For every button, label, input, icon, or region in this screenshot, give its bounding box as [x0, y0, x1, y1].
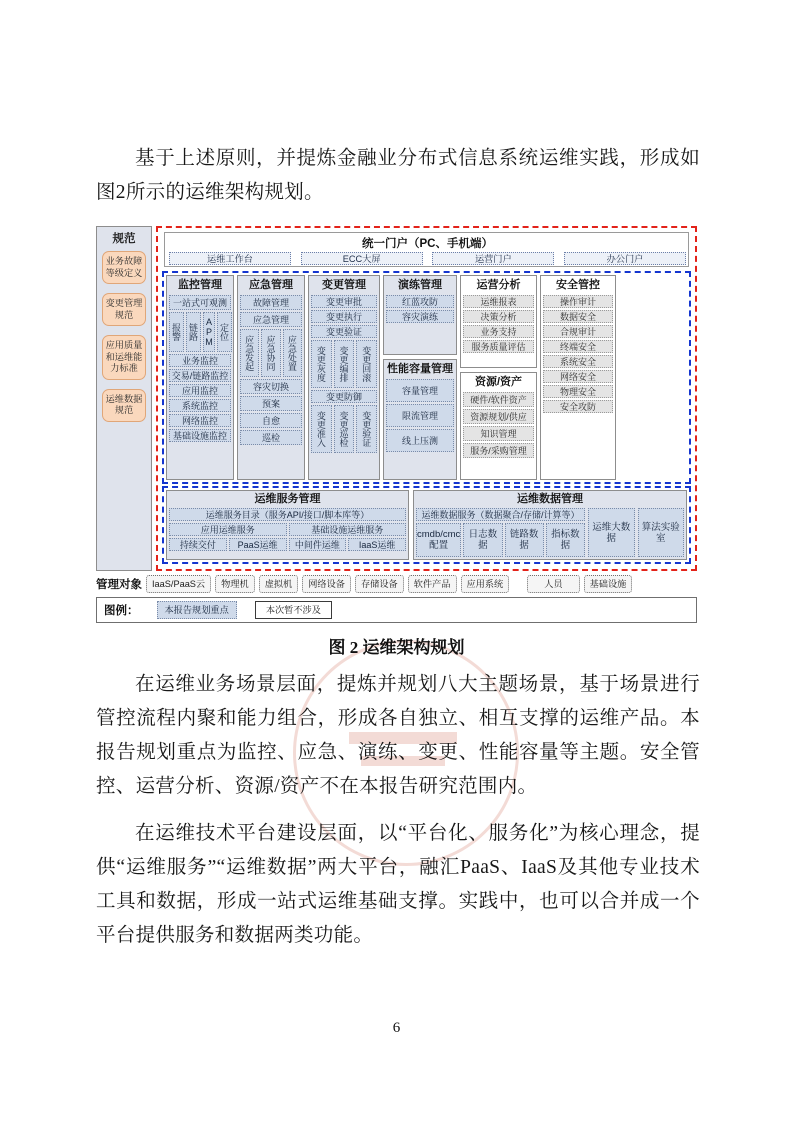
cap-iaas-ops: IaaS运维	[348, 538, 406, 551]
cap-data-security: 数据安全	[543, 310, 613, 323]
cap-plan: 预案	[240, 396, 302, 411]
scenario-column-analysis	[460, 275, 537, 368]
manage-object-label: 管理对象	[96, 578, 142, 591]
cap-service-procurement-management: 服务/采购管理	[463, 443, 534, 458]
cap-change-verification: 变更验证	[311, 325, 377, 338]
cap-continuous-delivery: 持续交付	[169, 538, 227, 551]
cap-transaction-link-monitoring: 交易/链路监控	[169, 369, 231, 382]
paragraph-scenario-layer: 在运维业务场景层面，提炼并规划八大主题场景，基于场景进行管控流程内聚和能力组合，形成各自独立、相互支撑的运维产品。本报告规划重点为监控、应急、演练、变更、性能容量等主题。安全管控、运营分析、资源/资产不在本报告研究范围内。	[96, 674, 700, 797]
cap-change-admission: 变更准入	[311, 405, 332, 453]
platform-data-left	[416, 508, 585, 557]
cap-service-catalog: 运维服务目录（服务API/接口/脚本库等）	[169, 508, 406, 521]
cap-change-orchestration: 变更编排	[334, 340, 355, 388]
platform-title-data: 运维数据管理	[517, 493, 583, 505]
legend-in-scope: 本报告规划重点	[157, 601, 237, 619]
platform-tools-row	[169, 538, 406, 551]
paragraph-platform-layer: 在运维技术平台建设层面，以“平台化、服务化”为核心理念，提供“运维服务”“运维数据”两大平台，融汇PaaS、IaaS及其他专业技术工具和数据，形成一站式运维基础支撑。实践中，也可以合并成一个平台提供服务和数据两类功能。	[96, 823, 700, 946]
platform-title-service: 运维服务管理	[254, 493, 321, 505]
cap-ops-report: 运维报表	[463, 295, 534, 308]
cap-network-security: 网络安全	[543, 370, 613, 383]
cap-physical-security: 物理安全	[543, 385, 613, 398]
cap-red-blue-attack-defense: 红蓝攻防	[386, 295, 454, 308]
platform-column-data	[413, 490, 687, 560]
cap-change-approval: 变更审批	[311, 295, 377, 308]
cap-business-monitoring: 业务监控	[169, 354, 231, 367]
architecture-figure	[96, 226, 697, 617]
cap-application-ops-service: 应用运维服务	[169, 523, 287, 536]
scenario-stack-analysis-assets	[460, 275, 537, 480]
spec-item-data-norm: 运维数据规范	[102, 389, 146, 422]
scenario-columns	[166, 275, 687, 480]
cap-network-monitoring: 网络监控	[169, 414, 231, 427]
scenario-column-capacity	[383, 359, 457, 480]
legend-out-of-scope: 本次暂不涉及	[255, 601, 332, 619]
cap-hardware-software-assets: 硬件/软件资产	[463, 392, 534, 407]
cap-operation-audit: 操作审计	[543, 295, 613, 308]
portal-item-workbench: 运维工作台	[169, 252, 291, 265]
legend-label: 图例：	[104, 605, 139, 617]
cap-infrastructure-ops-service: 基础设施运维服务	[289, 523, 407, 536]
spec-item-fault-level: 业务故障等级定义	[102, 251, 146, 284]
cap-emergency-handle: 应急处置	[283, 329, 302, 377]
cap-emergency-collaborate: 应急协同	[261, 329, 280, 377]
portal-item-ecc-screen: ECC大屏	[301, 252, 423, 265]
cap-ops-big-data: 运维大数据	[588, 508, 635, 557]
manage-object-virtual-machine: 虚拟机	[259, 575, 299, 593]
change-vertical-group-2	[311, 405, 377, 453]
portal-band	[164, 232, 689, 267]
scenario-column-drill	[383, 275, 457, 355]
scenario-title-monitoring: 监控管理	[178, 279, 222, 291]
cap-fault-management: 故障管理	[240, 295, 302, 310]
cap-change-inspection: 变更巡检	[334, 405, 355, 453]
scenario-column-assets	[460, 372, 537, 480]
cap-decision-analysis: 决策分析	[463, 310, 534, 323]
cap-change-defense: 变更防御	[311, 390, 377, 403]
cap-cmdb-config: cmdb/cmc配置	[416, 523, 461, 557]
legend-row	[96, 597, 697, 623]
spec-item-change-norm: 变更管理规范	[102, 293, 146, 326]
cap-emergency-management: 应急管理	[240, 312, 302, 327]
emergency-vertical-group	[240, 329, 302, 377]
cap-algorithm-lab: 算法实验室	[638, 508, 685, 557]
cap-online-stress-test: 线上压测	[386, 429, 454, 452]
cap-log-data: 日志数据	[463, 523, 502, 557]
cap-trace-data: 链路数据	[505, 523, 544, 557]
spec-item-quality-standard: 应用质量和运维能力标准	[102, 335, 146, 380]
cap-system-monitoring: 系统监控	[169, 399, 231, 412]
manage-object-software-product: 软件产品	[408, 575, 457, 593]
cap-knowledge-management: 知识管理	[463, 426, 534, 441]
cap-compliance-audit: 合规审计	[543, 325, 613, 338]
manage-object-personnel: 人员	[527, 575, 579, 593]
monitoring-vertical-group	[169, 312, 231, 352]
scenario-column-security	[540, 275, 616, 480]
portal-item-office-portal: 办公门户	[564, 252, 686, 265]
platform-data-items-row	[416, 523, 585, 557]
cap-capacity-management: 容量管理	[386, 379, 454, 402]
cap-change-execution: 变更执行	[311, 310, 377, 323]
cap-middleware-ops: 中间件运维	[289, 538, 347, 551]
spec-column-title: 规范	[112, 233, 136, 245]
paragraph-intro: 基于上述原则，并提炼金融业分布式信息系统运维实践，形成如图2所示的运维架构规划。	[96, 148, 700, 203]
scenario-title-analysis: 运营分析	[476, 279, 521, 291]
manage-object-storage-device: 存储设备	[355, 575, 404, 593]
scenario-title-emergency: 应急管理	[249, 279, 293, 291]
cap-endpoint-security: 终端安全	[543, 340, 613, 353]
cap-change-validation: 变更验证	[356, 405, 377, 453]
scenario-title-assets: 资源/资产	[474, 376, 523, 388]
cap-change-canary: 变更灰度	[311, 340, 332, 388]
scenario-column-monitoring	[166, 275, 234, 480]
platform-column-service	[166, 490, 409, 560]
cap-data-service-catalog: 运维数据服务（数据聚合/存储/计算等）	[416, 508, 585, 521]
cap-security-attack-defense: 安全攻防	[543, 400, 613, 413]
portal-item-operation-portal: 运营门户	[432, 252, 554, 265]
scenario-title-change: 变更管理	[322, 279, 366, 291]
cap-system-security: 系统安全	[543, 355, 613, 368]
cap-dr-switchover: 容灾切换	[240, 379, 302, 394]
change-vertical-group-1	[311, 340, 377, 388]
scenario-stack-drill-capacity	[383, 275, 457, 480]
manage-object-network-device: 网络设备	[302, 575, 351, 593]
scenario-column-emergency	[237, 275, 305, 480]
page-number: 6	[392, 1020, 401, 1036]
scenario-title-security: 安全管控	[556, 279, 600, 291]
manage-object-physical-machine: 物理机	[215, 575, 255, 593]
figure-caption: 图 2 运维架构规划	[328, 638, 465, 657]
cap-apm: APM	[203, 312, 215, 352]
cap-alarm: 报警	[169, 312, 184, 352]
cap-trace: 链路	[186, 312, 201, 352]
cap-infrastructure-monitoring: 基础设施监控	[169, 429, 231, 442]
cap-paas-ops: PaaS运维	[229, 538, 287, 551]
cap-change-rollback: 变更回滚	[356, 340, 377, 388]
cap-business-support: 业务支持	[463, 325, 534, 338]
cap-locating: 定位	[217, 312, 232, 352]
manage-object-application-system: 应用系统	[461, 575, 510, 593]
cap-application-monitoring: 应用监控	[169, 384, 231, 397]
scenario-column-change	[308, 275, 380, 480]
scenario-title-capacity: 性能容量管理	[387, 363, 453, 375]
cap-resource-planning-supply: 资源规划/供应	[463, 409, 534, 424]
platform-service-row	[169, 523, 406, 536]
scenario-title-drill: 演练管理	[398, 279, 442, 291]
cap-service-quality-assessment: 服务质量评估	[463, 340, 534, 353]
manage-object-infrastructure: 基础设施	[584, 575, 633, 593]
cap-metric-data: 指标数据	[546, 523, 585, 557]
spec-column	[96, 226, 152, 571]
cap-inspection: 巡检	[240, 430, 302, 445]
platform-band	[166, 490, 687, 560]
cap-self-healing: 自愈	[240, 413, 302, 428]
cap-dr-drill: 容灾演练	[386, 310, 454, 323]
cap-one-stop-observability: 一站式可观测	[169, 295, 231, 310]
platform-data-right	[588, 508, 684, 557]
manage-object-iaas-paas-cloud: IaaS/PaaS云	[146, 575, 211, 593]
portal-title: 统一门户（PC、手机端）	[362, 238, 493, 250]
cap-throttling-management: 限流管理	[386, 404, 454, 427]
cap-emergency-initiate: 应急发起	[240, 329, 259, 377]
portal-items	[169, 252, 686, 265]
manage-object-row	[96, 574, 697, 593]
